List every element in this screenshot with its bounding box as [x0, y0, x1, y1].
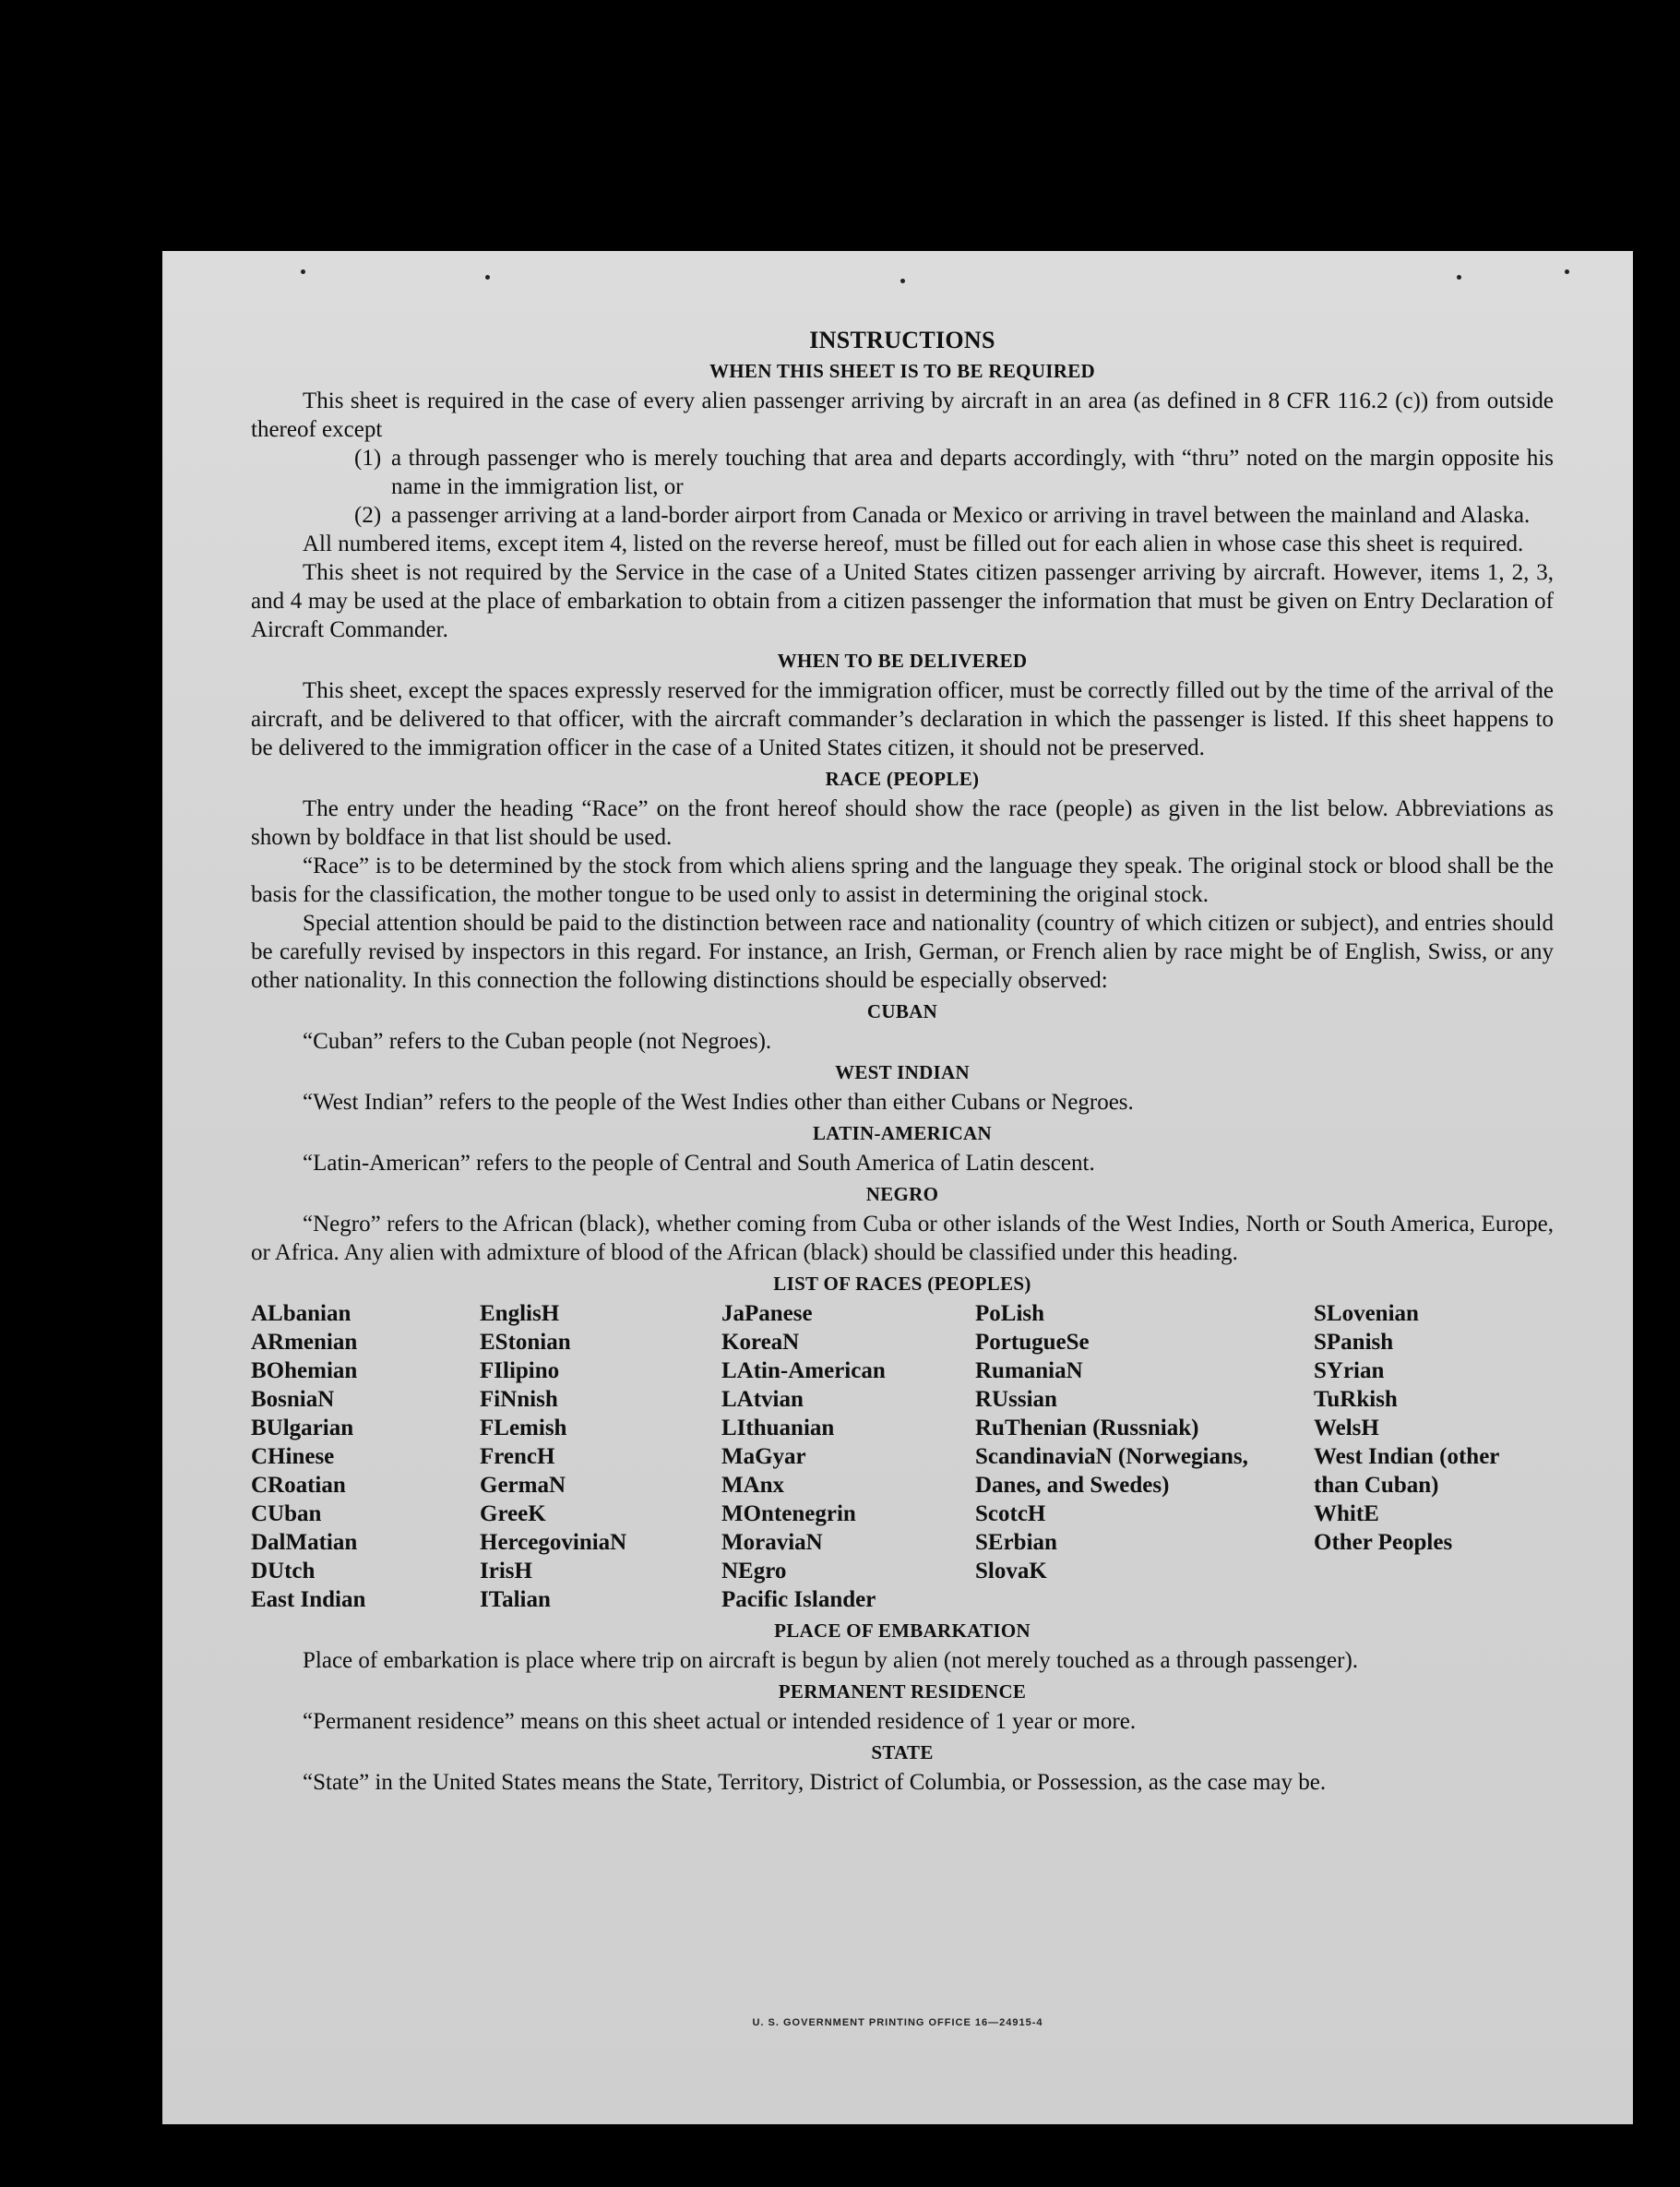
- page-title: INSTRUCTIONS: [809, 327, 995, 353]
- race-entry: NEgro: [721, 1559, 787, 1583]
- section-heading-cuban: CUBAN: [866, 1000, 938, 1022]
- race-entry: ScotcH: [975, 1501, 1046, 1526]
- punch-dot: [1457, 275, 1461, 280]
- race-entry: CRoatian: [251, 1473, 346, 1498]
- races-column-5: [1314, 1299, 1554, 1614]
- race-entry: ScandinaviaN (Norwegians, Danes, and Swedes): [975, 1444, 1248, 1498]
- race-entry: SYrian: [1314, 1358, 1385, 1383]
- race-entry: RUssian: [975, 1387, 1057, 1412]
- exception-text: a through passenger who is merely touching that area and departs accordingly, with “thru” noted on the margin opposite his name in the immigration list, or: [391, 446, 1554, 499]
- race-paragraph-1: The entry under the heading “Race” on the front hereof should show the race (people) as given in the list below. Abbreviations as shown by boldface in that list should be used.: [251, 796, 1554, 850]
- punch-dot: [485, 275, 490, 280]
- exception-item: [354, 444, 1554, 501]
- race-entry: HercegoviniaN: [480, 1530, 627, 1555]
- race-entry: BOhemian: [251, 1358, 358, 1383]
- race-entry: West Indian (other than Cuban): [1314, 1444, 1499, 1498]
- race-entry: Other Peoples: [1314, 1530, 1453, 1555]
- section-heading-when-delivered: WHEN TO BE DELIVERED: [777, 650, 1028, 672]
- negro-text: “Negro” refers to the African (black), whether coming from Cuba or other islands of the West Indies, North or South America, Europe, or Africa. Any alien with admixture of blood of the African (black) should be classified under this heading.: [251, 1212, 1554, 1265]
- race-entry: DUtch: [251, 1559, 316, 1583]
- race-entry: MaGyar: [721, 1444, 806, 1469]
- section-heading-list-of-races: LIST OF RACES (PEOPLES): [773, 1273, 1031, 1295]
- race-entry: FLemish: [480, 1416, 567, 1440]
- race-paragraph-3: Special attention should be paid to the distinction between race and nationality (country of which citizen or subject), and entries should be carefully revised by inspectors in this regard. For instance, an Irish, German, or French alien by race might be of English, Swiss, or any other nationality. In this connection the following distinctions should be especially observed:: [251, 911, 1554, 993]
- exception-number: (1): [354, 446, 382, 471]
- race-entry: FiNnish: [480, 1387, 558, 1412]
- race-entry: Pacific Islander: [721, 1587, 876, 1612]
- race-entry: MOntenegrin: [721, 1501, 856, 1526]
- race-entry: SErbian: [975, 1530, 1057, 1555]
- race-entry: GermaN: [480, 1473, 566, 1498]
- race-entry: PortugueSe: [975, 1330, 1090, 1355]
- race-entry: DalMatian: [251, 1530, 358, 1555]
- punch-dot: [301, 269, 305, 274]
- exception-number: (2): [354, 503, 382, 528]
- race-entry: CHinese: [251, 1444, 335, 1469]
- race-entry: IrisH: [480, 1559, 532, 1583]
- race-entry: LIthuanian: [721, 1416, 835, 1440]
- citizen-paragraph: This sheet is not required by the Service in the case of a United States citizen passenger arriving by aircraft. However, items 1, 2, 3, and 4 may be used at the place of embarkation to obtain from a citizen passenger the information that must be given on Entry Declaration of Aircraft Commander.: [251, 560, 1554, 642]
- section-heading-place-of-embarkation: PLACE OF EMBARKATION: [774, 1619, 1031, 1642]
- printer-imprint: U. S. GOVERNMENT PRINTING OFFICE 16—24915-4: [752, 2017, 1043, 2028]
- section-heading-permanent-residence: PERMANENT RESIDENCE: [778, 1680, 1027, 1703]
- when-delivered-text: This sheet, except the spaces expressly reserved for the immigration officer, must be correctly filled out by the time of the arrival of the aircraft, and be delivered to that officer, with the aircraft commander’s declaration in which the passenger is listed. If this sheet happens to be delivered to the immigration officer in the case of a United States citizen, it should not be preserved.: [251, 678, 1554, 760]
- race-paragraph-2: “Race” is to be determined by the stock from which aliens spring and the language they speak. The original stock or blood shall be the basis for the classification, the mother tongue to be used only to assist in determining the original stock.: [251, 854, 1554, 907]
- race-entry: TuRkish: [1314, 1387, 1398, 1412]
- race-entry: WhitE: [1314, 1501, 1379, 1526]
- race-entry: SPanish: [1314, 1330, 1394, 1355]
- race-entry: MAnx: [721, 1473, 785, 1498]
- race-entry: East Indian: [251, 1587, 366, 1612]
- race-entry: LAtin-American: [721, 1358, 886, 1383]
- exception-text: a passenger arriving at a land-border airport from Canada or Mexico or arriving in travel between the mainland and Alaska.: [391, 503, 1531, 528]
- race-entry: WelsH: [1314, 1416, 1379, 1440]
- race-entry: SlovaK: [975, 1559, 1047, 1583]
- section-heading-when-required: WHEN THIS SHEET IS TO BE REQUIRED: [709, 360, 1095, 382]
- race-entry: FIlipino: [480, 1358, 560, 1383]
- latin-american-text: “Latin-American” refers to the people of Central and South America of Latin descent.: [303, 1151, 1095, 1176]
- race-entry: GreeK: [480, 1501, 546, 1526]
- race-entry: JaPanese: [721, 1301, 813, 1326]
- when-required-intro: This sheet is required in the case of every alien passenger arriving by aircraft in an area (as defined in 8 CFR 116.2 (c)) from outside thereof except: [251, 388, 1554, 442]
- place-of-embarkation-text: Place of embarkation is place where trip on aircraft is begun by alien (not merely touched as a through passenger).: [303, 1648, 1359, 1673]
- section-heading-race: RACE (PEOPLE): [825, 768, 980, 790]
- state-text: “State” in the United States means the State, Territory, District of Columbia, or Possession, as the case may be.: [303, 1770, 1327, 1795]
- race-entry: KoreaN: [721, 1330, 800, 1355]
- section-heading-state: STATE: [871, 1741, 934, 1763]
- race-entry: BUlgarian: [251, 1416, 354, 1440]
- race-entry: RuThenian (Russniak): [975, 1416, 1199, 1440]
- numbered-items-paragraph: All numbered items, except item 4, listed on the reverse hereof, must be filled out for each alien in whose case this sheet is required.: [303, 532, 1524, 556]
- races-column-4: [975, 1299, 1314, 1614]
- race-entry: PoLish: [975, 1301, 1045, 1326]
- race-entry: LAtvian: [721, 1387, 804, 1412]
- race-entry: EnglisH: [480, 1301, 560, 1326]
- race-entry: RumaniaN: [975, 1358, 1083, 1383]
- races-column-3: [721, 1299, 975, 1614]
- races-column-2: [480, 1299, 721, 1614]
- cuban-text: “Cuban” refers to the Cuban people (not Negroes).: [303, 1029, 772, 1054]
- race-entry: ITalian: [480, 1587, 551, 1612]
- race-entry: EStonian: [480, 1330, 571, 1355]
- west-indian-text: “West Indian” refers to the people of the West Indies other than either Cubans or Negroes.: [303, 1090, 1134, 1115]
- document-sheet: [162, 251, 1633, 2124]
- section-heading-west-indian: WEST INDIAN: [835, 1061, 970, 1083]
- section-heading-negro: NEGRO: [865, 1183, 939, 1205]
- race-entry: SLovenian: [1314, 1301, 1419, 1326]
- exception-item: [354, 501, 1554, 530]
- race-entry: MoraviaN: [721, 1530, 823, 1555]
- race-entry: BosniaN: [251, 1387, 335, 1412]
- races-list: [251, 1299, 1554, 1614]
- races-column-1: [251, 1299, 480, 1614]
- race-entry: CUban: [251, 1501, 322, 1526]
- race-entry: FrencH: [480, 1444, 555, 1469]
- punch-dot: [1565, 269, 1569, 274]
- punch-dot: [900, 279, 905, 283]
- section-heading-latin-american: LATIN-AMERICAN: [813, 1122, 992, 1144]
- race-entry: ALbanian: [251, 1301, 351, 1326]
- permanent-residence-text: “Permanent residence” means on this sheet actual or intended residence of 1 year or more.: [303, 1709, 1137, 1734]
- race-entry: ARmenian: [251, 1330, 358, 1355]
